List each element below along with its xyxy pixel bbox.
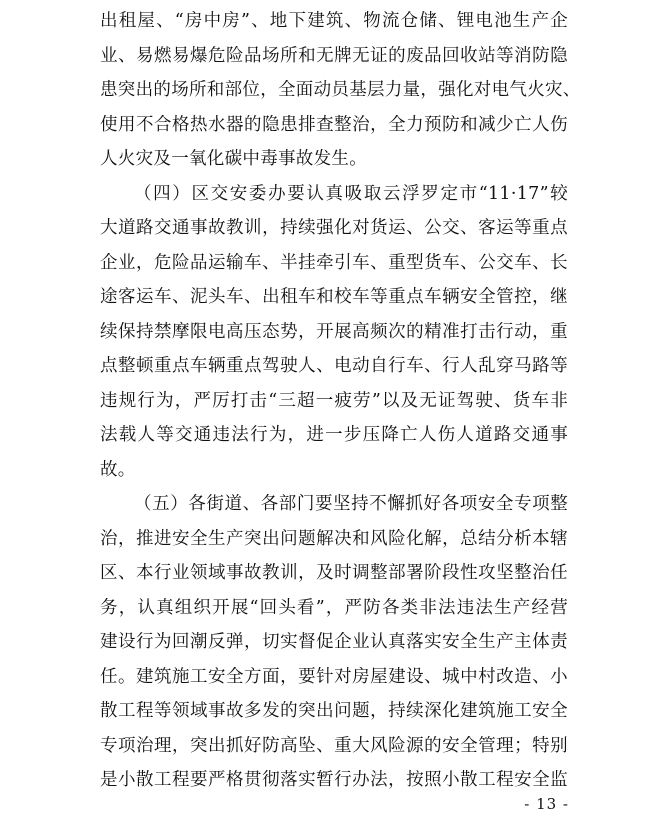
text-line: 点整顿重点车辆重点驾驶人、电动自行车、行人乱穿马路等 — [100, 356, 568, 376]
text-line: 区、本行业领域事故教训，及时调整部署阶段性攻坚整治任 — [100, 563, 568, 583]
text-line: 企业，危险品运输车、半挂牵引车、重型货车、公交车、长 — [100, 252, 568, 273]
text-line: 故。 — [100, 459, 136, 480]
text-line: 途客运车、泥头车、出租车和校车等重点车辆安全管控，继 — [100, 287, 568, 307]
text-line: 业、易燃易爆危险品场所和无牌无证的废品回收站等消防隐 — [100, 45, 568, 66]
text-line: 人火灾及一氧化碳中毒事故发生。 — [100, 149, 367, 169]
text-line: 使用不合格热水器的隐患排查整治，全力预防和减少亡人伤 — [100, 114, 568, 135]
text-line: 是小散工程要严格贯彻落实暂行办法，按照小散工程安全监 — [100, 770, 568, 790]
paragraph-start-line: （五）各街道、各部门要坚持不懈抓好各项安全专项整 — [134, 494, 568, 514]
text-line: 专项治理，突出抓好防高坠、重大风险源的安全管理；特别 — [100, 735, 568, 756]
text-line: 违规行为，严厉打击“三超一疲劳”以及无证驾驶、货车非 — [100, 390, 568, 411]
text-line: 法载人等交通违法行为，进一步压降亡人伤人道路交通事 — [100, 425, 568, 445]
text-line: 治，推进安全生产突出问题解决和风险化解，总结分析本辖 — [100, 528, 568, 549]
body-text — [100, 4, 581, 798]
text-line: 散工程等领域事故多发的突出问题，持续深化建筑施工安全 — [100, 701, 568, 721]
text-line: 大道路交通事故教训，持续强化对货运、公交、客运等重点 — [100, 218, 568, 238]
text-line: 出租屋、“房中房”、地下建筑、物流仓储、锂电池生产企 — [100, 11, 568, 31]
text-line: 任。建筑施工安全方面，要针对房屋建设、城中村改造、小 — [100, 666, 568, 687]
page-number: - 13 - — [524, 795, 569, 813]
text-line: 务，认真组织开展“回头看”，严防各类非法违法生产经营 — [100, 597, 568, 618]
text-line: 续保持禁摩限电高压态势，开展高频次的精准打击行动，重 — [100, 321, 568, 342]
text-line: 建设行为回潮反弹，切实督促企业认真落实安全生产主体责 — [100, 632, 568, 652]
text-line: 患突出的场所和部位，全面动员基层力量，强化对电气火灾、 — [100, 80, 581, 100]
paragraph-start-line: （四）区交安委办要认真吸取云浮罗定市“11·17”较 — [134, 183, 568, 204]
